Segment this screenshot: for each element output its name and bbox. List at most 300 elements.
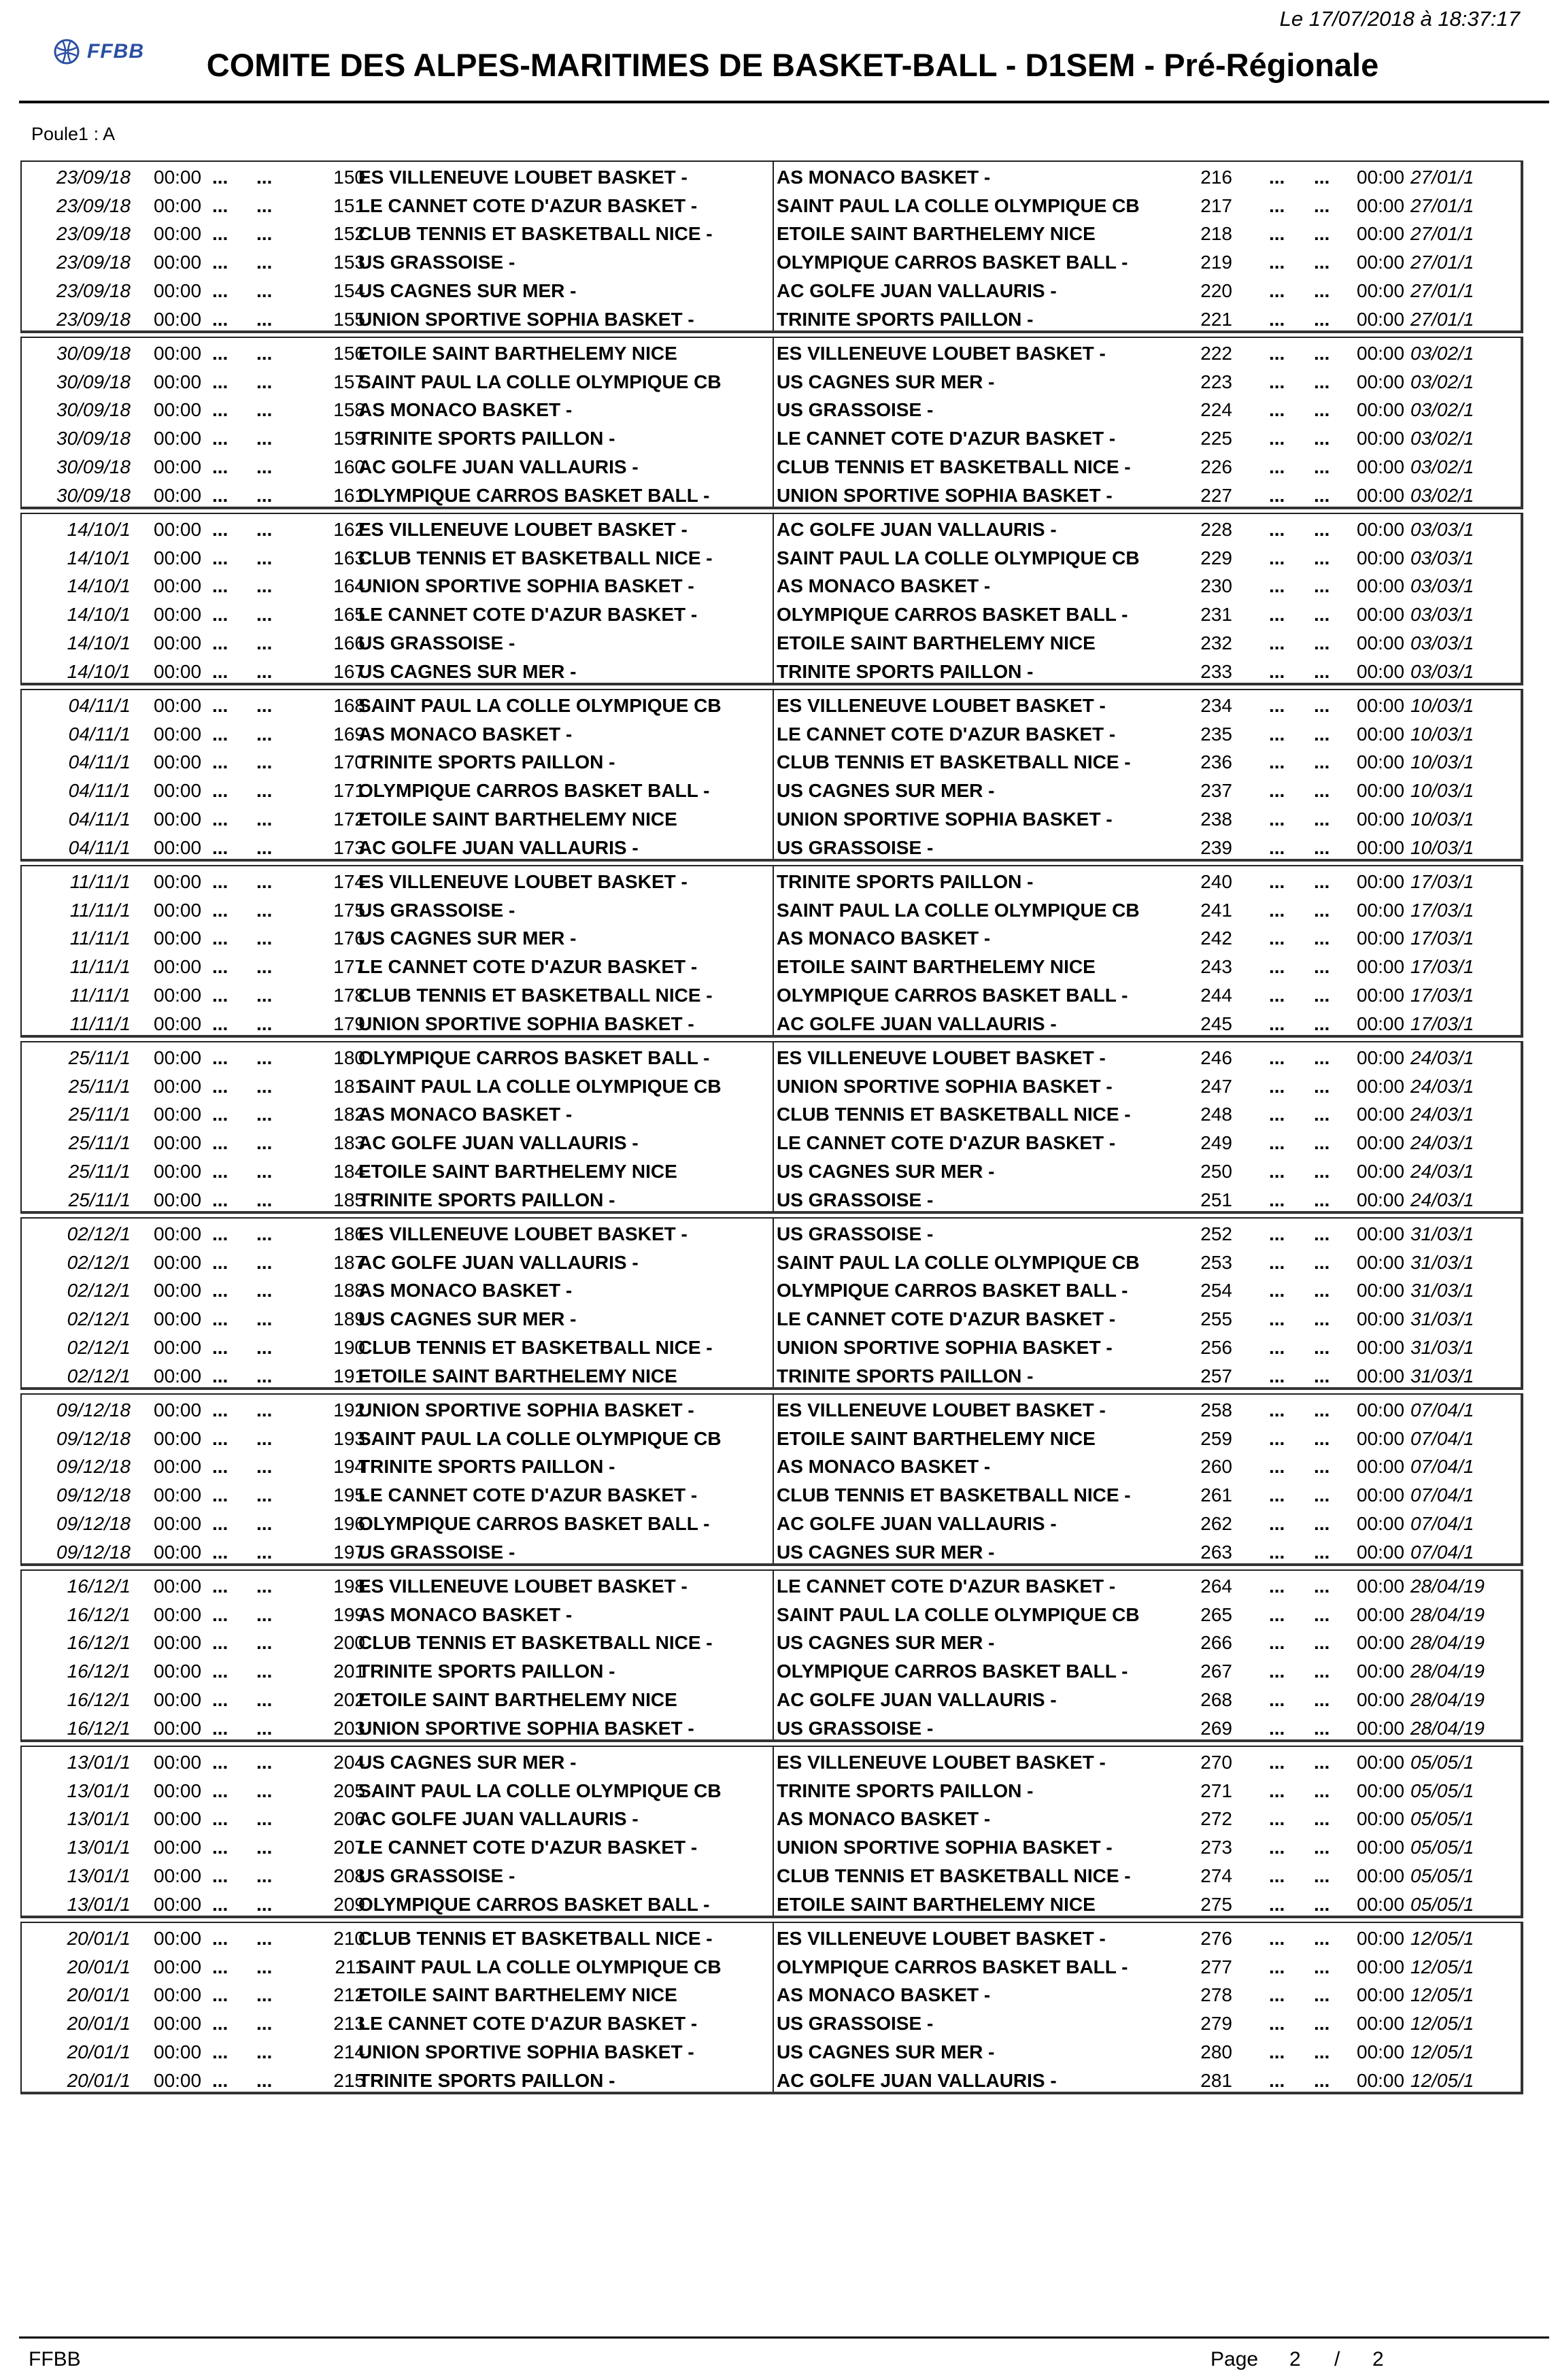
placeholder-dots: ... [212,1399,228,1421]
match-time: 00:00 [154,1893,202,1915]
placeholder-dots: ... [1314,1456,1330,1478]
placeholder-dots: ... [256,1456,273,1478]
placeholder-dots: ... [1314,984,1330,1006]
match-row [22,834,1521,862]
match-row [22,748,1521,777]
away-team: UNION SPORTIVE SOPHIA BASKET - [777,484,1113,506]
match-row [22,1248,1521,1277]
placeholder-dots: ... [1314,632,1330,653]
placeholder-dots: ... [1269,428,1285,449]
home-team: CLUB TENNIS ET BASKETBALL NICE - [358,547,713,568]
match-time: 00:00 [154,1280,202,1302]
match-row [22,600,1521,629]
footer-page-total: 2 [1372,2348,1384,2370]
match-number: 174 [333,871,365,892]
placeholder-dots: ... [212,1928,228,1949]
match-time: 00:00 [154,428,202,449]
placeholder-dots: ... [256,252,273,273]
match-date: 14/10/1 [67,604,131,626]
return-match-number: 255 [1200,1308,1232,1330]
match-row [22,1276,1521,1305]
placeholder-dots: ... [256,1104,273,1125]
away-team: SAINT PAUL LA COLLE OLYMPIQUE CB [777,547,1140,568]
home-team: ES VILLENEUVE LOUBET BASKET - [358,871,688,892]
placeholder-dots: ... [1314,751,1330,773]
placeholder-dots: ... [1314,1047,1330,1068]
match-number: 191 [333,1365,365,1387]
away-team: OLYMPIQUE CARROS BASKET BALL - [777,984,1128,1006]
placeholder-dots: ... [1314,1928,1330,1949]
placeholder-dots: ... [212,279,228,301]
match-row [22,1010,1521,1038]
placeholder-dots: ... [1269,1223,1285,1244]
placeholder-dots: ... [212,2041,228,2062]
home-team: TRINITE SPORTS PAILLON - [358,1661,615,1682]
match-row [22,192,1521,220]
match-number: 177 [333,956,365,978]
match-time: 00:00 [154,1752,202,1773]
away-team: OLYMPIQUE CARROS BASKET BALL - [777,252,1128,273]
match-number: 193 [333,1427,365,1449]
match-time: 00:00 [154,723,202,745]
round-block [20,1746,1523,1918]
away-team: UNION SPORTIVE SOPHIA BASKET - [777,808,1113,830]
away-team: AC GOLFE JUAN VALLAURIS - [777,1688,1057,1710]
away-team: AC GOLFE JUAN VALLAURIS - [777,1512,1057,1534]
return-match-number: 221 [1200,308,1232,330]
placeholder-dots: ... [1269,604,1285,626]
match-time: 00:00 [154,984,202,1006]
match-row [22,658,1521,686]
return-match-date: 07/04/1 [1410,1541,1474,1563]
match-row [22,424,1521,453]
return-match-number: 261 [1200,1484,1232,1506]
placeholder-dots: ... [256,343,273,364]
poule-label: Poule1 : A [31,124,116,144]
home-team: CLUB TENNIS ET BASKETBALL NICE - [358,223,713,245]
return-match-number: 267 [1200,1661,1232,1682]
match-date: 25/11/1 [68,1132,131,1154]
placeholder-dots: ... [1314,1160,1330,1182]
home-team: ETOILE SAINT BARTHELEMY NICE [358,1365,677,1387]
match-date: 04/11/1 [68,695,131,716]
match-number: 207 [333,1837,365,1858]
placeholder-dots: ... [1269,1336,1285,1358]
return-match-number: 265 [1200,1603,1232,1625]
placeholder-dots: ... [212,575,228,597]
match-number: 184 [333,1160,365,1182]
placeholder-dots: ... [1314,1075,1330,1097]
match-number: 166 [333,632,365,653]
match-row [22,1072,1521,1101]
placeholder-dots: ... [1269,1104,1285,1125]
return-match-number: 217 [1200,194,1232,216]
match-time: 00:00 [154,2013,202,2035]
match-row [22,1657,1521,1686]
placeholder-dots: ... [212,1336,228,1358]
match-row [22,1425,1521,1453]
placeholder-dots: ... [256,399,273,421]
placeholder-dots: ... [212,343,228,364]
away-team: SAINT PAUL LA COLLE OLYMPIQUE CB [777,1603,1140,1625]
placeholder-dots: ... [1269,723,1285,745]
return-match-time: 00:00 [1357,660,1405,682]
placeholder-dots: ... [212,308,228,330]
return-match-time: 00:00 [1357,1512,1405,1534]
home-team: AS MONACO BASKET - [358,399,573,421]
return-match-date: 27/01/1 [1410,308,1474,330]
home-team: AS MONACO BASKET - [358,1603,573,1625]
return-match-number: 260 [1200,1456,1232,1478]
placeholder-dots: ... [212,1688,228,1710]
placeholder-dots: ... [212,984,228,1006]
match-time: 00:00 [154,1336,202,1358]
match-date: 11/11/1 [69,1013,131,1034]
return-match-number: 278 [1200,1984,1232,2006]
placeholder-dots: ... [1314,167,1330,188]
return-match-number: 257 [1200,1365,1232,1387]
placeholder-dots: ... [256,604,273,626]
placeholder-dots: ... [256,984,273,1006]
away-team: UNION SPORTIVE SOPHIA BASKET - [777,1336,1113,1358]
match-date: 11/11/1 [69,871,131,892]
away-team: US GRASSOISE - [777,399,934,421]
match-time: 00:00 [154,2069,202,2091]
match-row [22,1362,1521,1391]
return-match-time: 00:00 [1357,695,1405,716]
home-team: UNION SPORTIVE SOPHIA BASKET - [358,308,694,330]
placeholder-dots: ... [1269,343,1285,364]
match-time: 00:00 [154,1223,202,1244]
return-match-number: 230 [1200,575,1232,597]
away-team: AC GOLFE JUAN VALLAURIS - [777,1013,1057,1034]
placeholder-dots: ... [256,1752,273,1773]
return-match-time: 00:00 [1357,1632,1405,1654]
placeholder-dots: ... [212,1075,228,1097]
home-team: SAINT PAUL LA COLLE OLYMPIQUE CB [358,1956,722,1977]
return-match-time: 00:00 [1357,371,1405,392]
match-date: 25/11/1 [68,1104,131,1125]
round-block [20,160,1523,333]
placeholder-dots: ... [1269,1013,1285,1034]
placeholder-dots: ... [256,1717,273,1739]
match-number: 209 [333,1893,365,1915]
placeholder-dots: ... [256,660,273,682]
return-match-date: 03/03/1 [1410,519,1474,540]
return-match-time: 00:00 [1357,484,1405,506]
match-number: 198 [333,1576,365,1597]
placeholder-dots: ... [256,1928,273,1949]
match-number: 183 [333,1132,365,1154]
match-date: 04/11/1 [68,780,131,802]
match-time: 00:00 [154,1189,202,1210]
match-date: 16/12/1 [67,1688,131,1710]
return-match-number: 223 [1200,371,1232,392]
match-time: 00:00 [154,252,202,273]
match-date: 14/10/1 [67,519,131,540]
placeholder-dots: ... [1269,456,1285,477]
match-number: 175 [333,899,365,921]
home-team: CLUB TENNIS ET BASKETBALL NICE - [358,1632,713,1654]
return-match-time: 00:00 [1357,223,1405,245]
placeholder-dots: ... [1269,1512,1285,1534]
match-row [22,220,1521,248]
away-team: AS MONACO BASKET - [777,167,991,188]
placeholder-dots: ... [1269,1160,1285,1182]
return-match-number: 256 [1200,1336,1232,1358]
home-team: ES VILLENEUVE LOUBET BASKET - [358,167,688,188]
placeholder-dots: ... [1314,1399,1330,1421]
home-team: AC GOLFE JUAN VALLAURIS - [358,1808,639,1830]
away-team: US CAGNES SUR MER - [777,2041,995,2062]
return-match-number: 234 [1200,695,1232,716]
return-match-date: 03/03/1 [1410,660,1474,682]
away-team: LE CANNET COTE D'AZUR BASKET - [777,1132,1116,1154]
match-row [22,1981,1521,2009]
placeholder-dots: ... [1314,279,1330,301]
return-match-date: 24/03/1 [1410,1047,1474,1068]
match-row [22,1157,1521,1186]
match-date: 11/11/1 [69,899,131,921]
placeholder-dots: ... [212,2013,228,2035]
return-match-number: 275 [1200,1893,1232,1915]
return-match-date: 10/03/1 [1410,808,1474,830]
return-match-number: 218 [1200,223,1232,245]
match-number: 203 [333,1717,365,1739]
away-team: US CAGNES SUR MER - [777,780,995,802]
return-match-time: 00:00 [1357,780,1405,802]
placeholder-dots: ... [256,1661,273,1682]
placeholder-dots: ... [212,751,228,773]
placeholder-dots: ... [212,1365,228,1387]
placeholder-dots: ... [256,836,273,858]
match-row [22,1538,1521,1567]
placeholder-dots: ... [256,428,273,449]
home-team: UNION SPORTIVE SOPHIA BASKET - [358,1013,694,1034]
placeholder-dots: ... [1314,836,1330,858]
return-match-date: 24/03/1 [1410,1075,1474,1097]
match-row [22,953,1521,981]
home-team: UNION SPORTIVE SOPHIA BASKET - [358,1399,694,1421]
match-time: 00:00 [154,1837,202,1858]
match-date: 23/09/18 [56,167,131,188]
match-row [22,805,1521,834]
return-match-time: 00:00 [1357,1893,1405,1915]
placeholder-dots: ... [1269,1541,1285,1563]
away-team: ETOILE SAINT BARTHELEMY NICE [777,223,1096,245]
placeholder-dots: ... [256,1808,273,1830]
placeholder-dots: ... [256,223,273,245]
placeholder-dots: ... [212,1512,228,1534]
match-number: 211 [335,1956,365,1977]
home-team: AS MONACO BASKET - [358,1280,573,1302]
match-number: 150 [333,167,365,188]
match-date: 23/09/18 [56,308,131,330]
match-date: 20/01/1 [67,2041,131,2062]
match-number: 189 [333,1308,365,1330]
match-number: 204 [333,1752,365,1773]
placeholder-dots: ... [212,1541,228,1563]
placeholder-dots: ... [1269,956,1285,978]
placeholder-dots: ... [212,1223,228,1244]
placeholder-dots: ... [1269,1399,1285,1421]
match-row [22,515,1521,544]
return-match-date: 05/05/1 [1410,1893,1474,1915]
match-date: 13/01/1 [67,1752,131,1773]
placeholder-dots: ... [212,723,228,745]
return-match-number: 264 [1200,1576,1232,1597]
return-match-time: 00:00 [1357,1104,1405,1125]
home-team: ETOILE SAINT BARTHELEMY NICE [358,1984,677,2006]
home-team: CLUB TENNIS ET BASKETBALL NICE - [358,1336,713,1358]
placeholder-dots: ... [1314,1688,1330,1710]
return-match-time: 00:00 [1357,1456,1405,1478]
return-match-number: 238 [1200,808,1232,830]
home-team: TRINITE SPORTS PAILLON - [358,428,615,449]
match-row [22,1862,1521,1890]
return-match-time: 00:00 [1357,1780,1405,1801]
return-match-number: 231 [1200,604,1232,626]
home-team: AC GOLFE JUAN VALLAURIS - [358,836,639,858]
match-row [22,692,1521,720]
return-match-date: 10/03/1 [1410,780,1474,802]
placeholder-dots: ... [1314,1603,1330,1625]
placeholder-dots: ... [256,1013,273,1034]
return-match-date: 03/02/1 [1410,456,1474,477]
return-match-date: 05/05/1 [1410,1780,1474,1801]
away-team: AC GOLFE JUAN VALLAURIS - [777,519,1057,540]
placeholder-dots: ... [256,308,273,330]
placeholder-dots: ... [256,194,273,216]
placeholder-dots: ... [1269,484,1285,506]
return-match-number: 248 [1200,1104,1232,1125]
return-match-date: 31/03/1 [1410,1251,1474,1273]
match-date: 20/01/1 [67,2069,131,2091]
placeholder-dots: ... [1269,660,1285,682]
placeholder-dots: ... [256,1956,273,1977]
round-block [20,865,1523,1038]
placeholder-dots: ... [1314,1984,1330,2006]
placeholder-dots: ... [1314,1752,1330,1773]
placeholder-dots: ... [1269,1865,1285,1886]
placeholder-dots: ... [212,1893,228,1915]
placeholder-dots: ... [1269,1251,1285,1273]
placeholder-dots: ... [1269,808,1285,830]
return-match-date: 10/03/1 [1410,723,1474,745]
match-date: 23/09/18 [56,194,131,216]
match-date: 25/11/1 [68,1160,131,1182]
match-number: 190 [333,1336,365,1358]
home-team: AC GOLFE JUAN VALLAURIS - [358,1132,639,1154]
away-team: ES VILLENEUVE LOUBET BASKET - [777,695,1106,716]
match-number: 197 [333,1541,365,1563]
placeholder-dots: ... [212,780,228,802]
placeholder-dots: ... [212,1808,228,1830]
placeholder-dots: ... [256,928,273,949]
return-match-number: 277 [1200,1956,1232,1977]
match-date: 30/09/18 [56,428,131,449]
match-time: 00:00 [154,279,202,301]
match-row [22,1748,1521,1777]
placeholder-dots: ... [1314,1632,1330,1654]
match-number: 164 [333,575,365,597]
match-date: 09/12/18 [56,1399,131,1421]
placeholder-dots: ... [1269,252,1285,273]
match-number: 172 [333,808,365,830]
placeholder-dots: ... [256,1075,273,1097]
away-team: ES VILLENEUVE LOUBET BASKET - [777,343,1106,364]
placeholder-dots: ... [256,2013,273,2035]
match-time: 00:00 [154,575,202,597]
return-match-date: 31/03/1 [1410,1365,1474,1387]
placeholder-dots: ... [256,1893,273,1915]
placeholder-dots: ... [212,1484,228,1506]
home-team: SAINT PAUL LA COLLE OLYMPIQUE CB [358,1780,722,1801]
match-row [22,1601,1521,1629]
return-match-time: 00:00 [1357,956,1405,978]
away-team: US GRASSOISE - [777,2013,934,2035]
match-number: 194 [333,1456,365,1478]
match-row [22,1333,1521,1362]
away-team: AS MONACO BASKET - [777,1456,991,1478]
away-team: SAINT PAUL LA COLLE OLYMPIQUE CB [777,194,1140,216]
home-team: ES VILLENEUVE LOUBET BASKET - [358,1576,688,1597]
return-match-time: 00:00 [1357,1808,1405,1830]
match-date: 16/12/1 [67,1603,131,1625]
return-match-date: 03/03/1 [1410,604,1474,626]
placeholder-dots: ... [256,484,273,506]
placeholder-dots: ... [1314,1132,1330,1154]
placeholder-dots: ... [1269,1365,1285,1387]
match-date: 16/12/1 [67,1576,131,1597]
match-row [22,2067,1521,2095]
placeholder-dots: ... [1314,2013,1330,2035]
placeholder-dots: ... [212,1661,228,1682]
placeholder-dots: ... [256,1047,273,1068]
match-number: 215 [333,2069,365,2091]
placeholder-dots: ... [1269,371,1285,392]
match-time: 00:00 [154,1047,202,1068]
placeholder-dots: ... [1269,279,1285,301]
return-match-number: 252 [1200,1223,1232,1244]
placeholder-dots: ... [1314,604,1330,626]
home-team: US GRASSOISE - [358,1865,515,1886]
placeholder-dots: ... [256,1541,273,1563]
home-team: CLUB TENNIS ET BASKETBALL NICE - [358,1928,713,1949]
placeholder-dots: ... [212,1956,228,1977]
placeholder-dots: ... [1269,1984,1285,2006]
placeholder-dots: ... [1269,751,1285,773]
match-number: 185 [333,1189,365,1210]
away-team: CLUB TENNIS ET BASKETBALL NICE - [777,1865,1131,1886]
home-team: AS MONACO BASKET - [358,1104,573,1125]
return-match-date: 17/03/1 [1410,956,1474,978]
match-number: 201 [333,1661,365,1682]
return-match-number: 242 [1200,928,1232,949]
return-match-date: 27/01/1 [1410,167,1474,188]
home-team: SAINT PAUL LA COLLE OLYMPIQUE CB [358,695,722,716]
placeholder-dots: ... [256,371,273,392]
return-match-number: 274 [1200,1865,1232,1886]
return-match-date: 07/04/1 [1410,1512,1474,1534]
return-match-number: 281 [1200,2069,1232,2091]
placeholder-dots: ... [212,1456,228,1478]
match-date: 13/01/1 [67,1780,131,1801]
return-match-time: 00:00 [1357,836,1405,858]
match-row [22,1100,1521,1129]
footer-page-label: Page [1210,2348,1259,2370]
return-match-time: 00:00 [1357,2041,1405,2062]
